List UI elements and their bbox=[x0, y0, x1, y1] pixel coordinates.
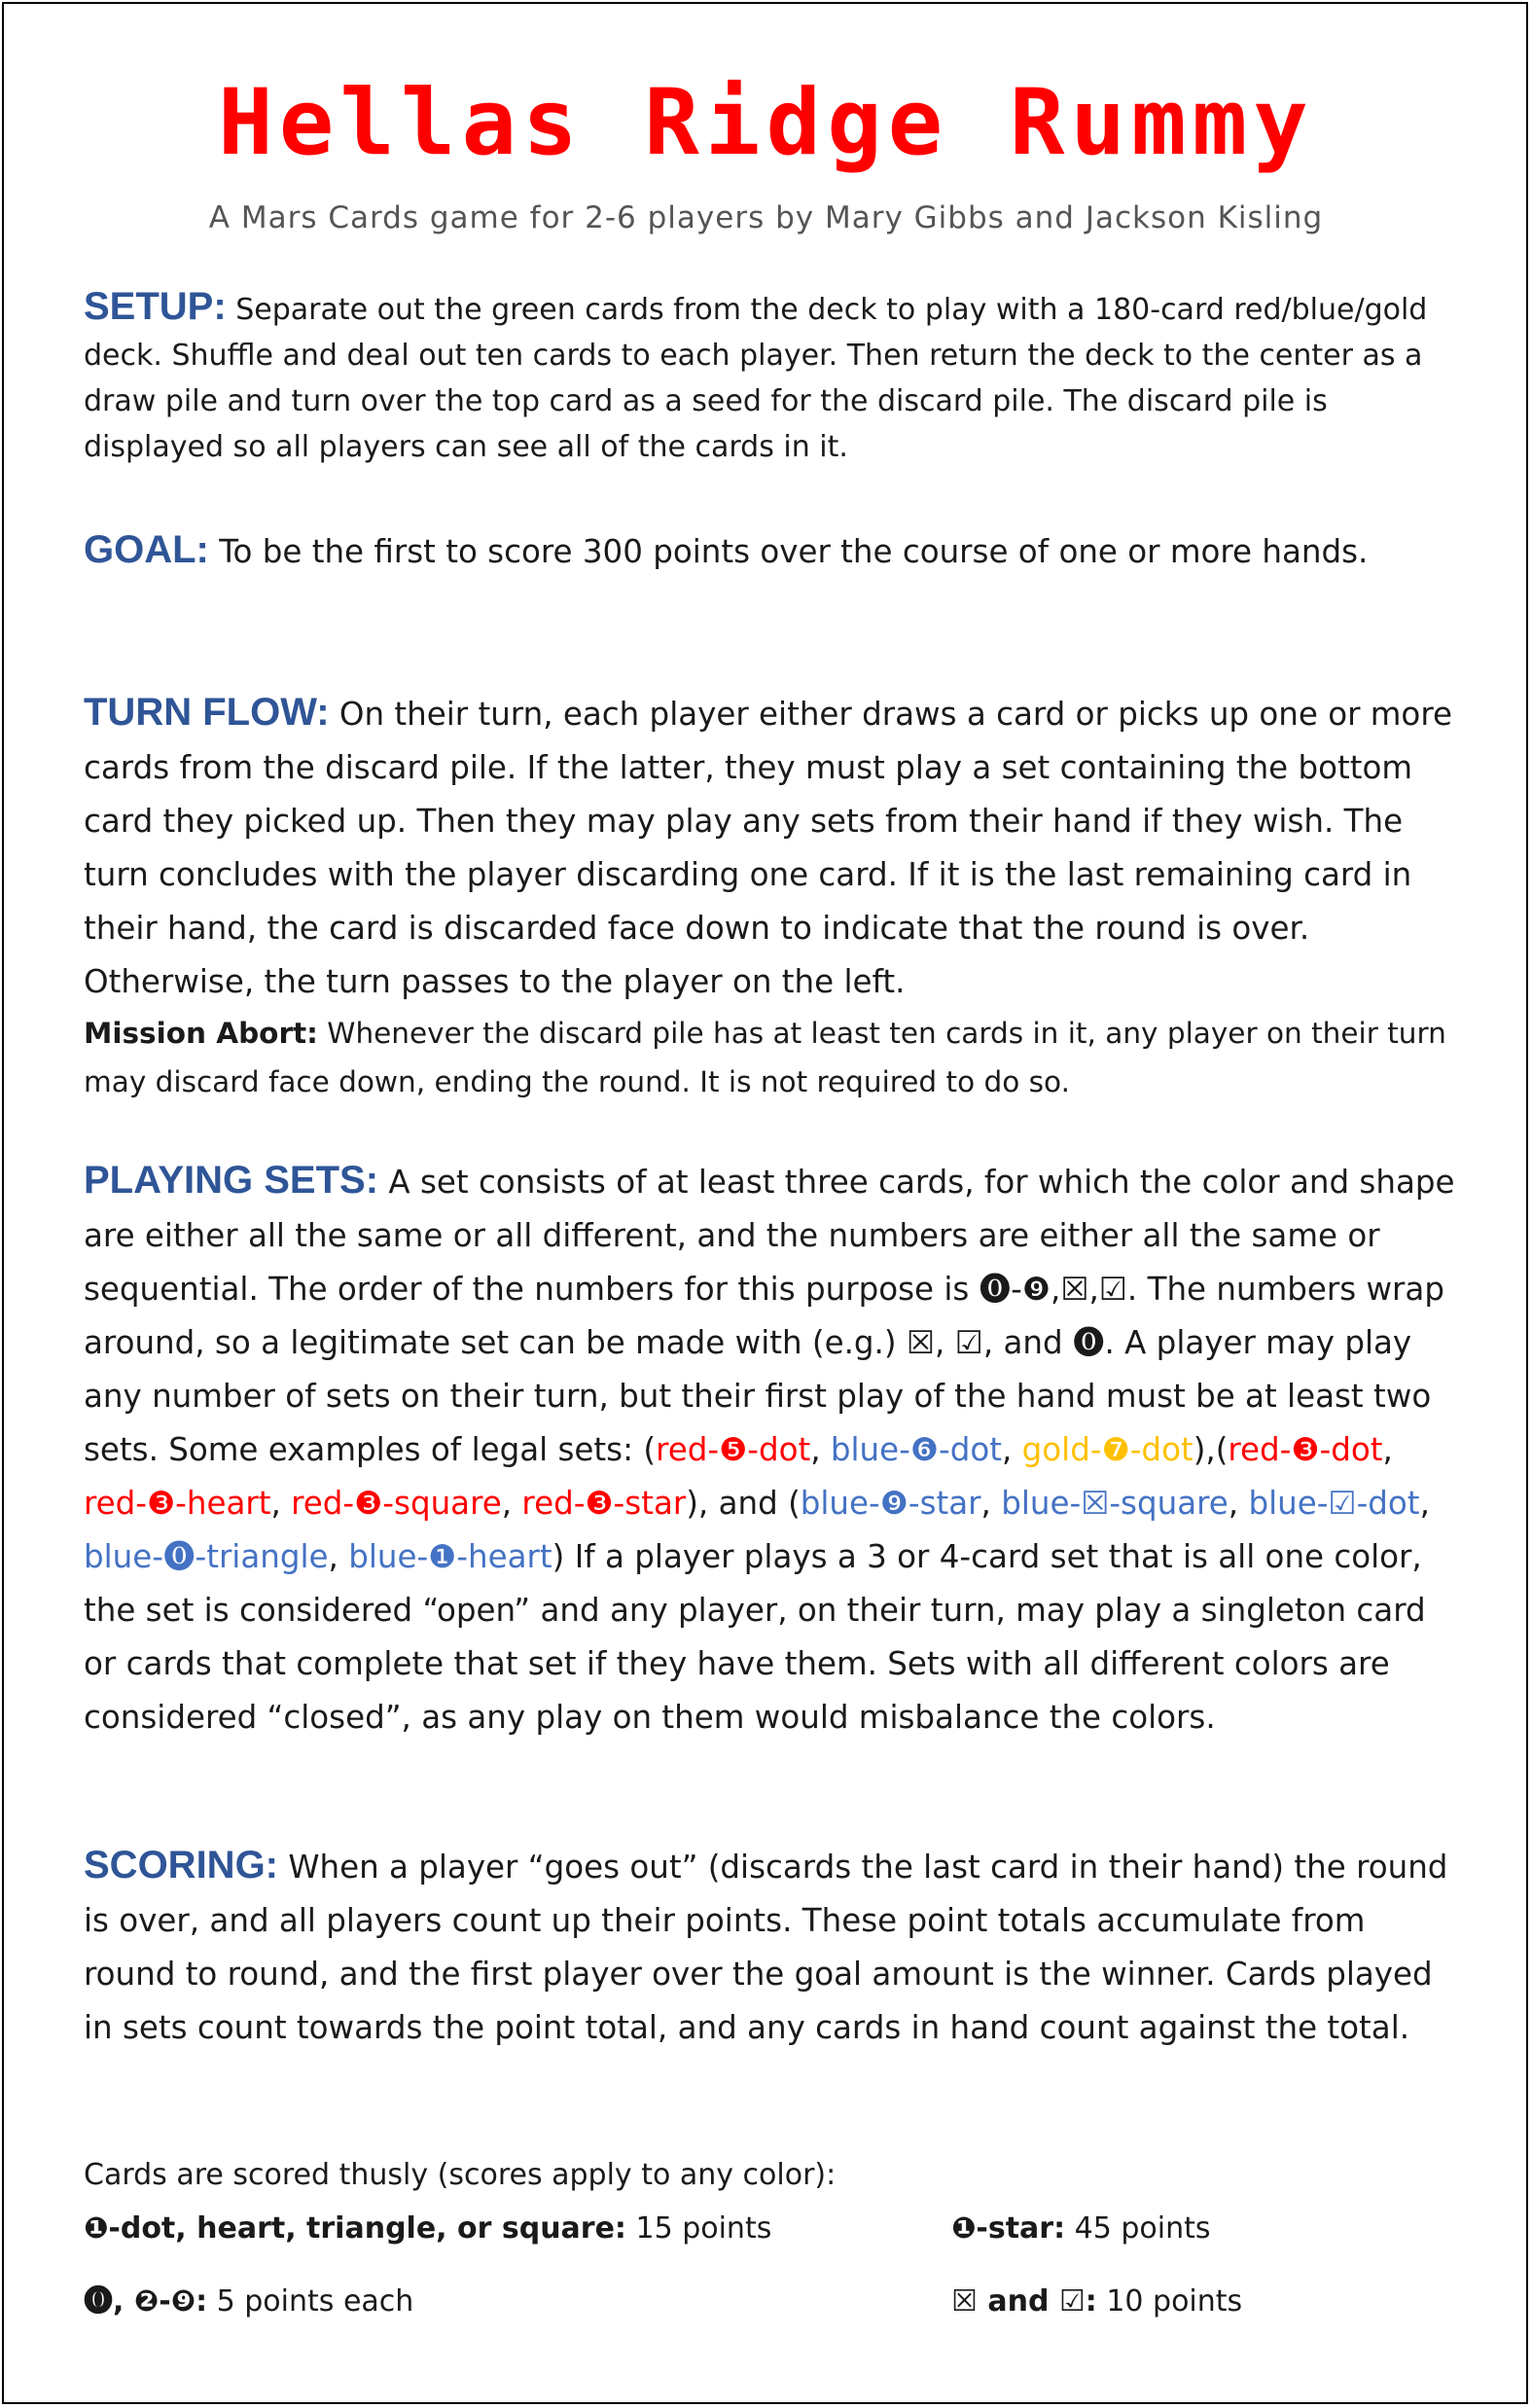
score-row bbox=[951, 2282, 1242, 2321]
example-card: gold-❼-dot bbox=[1021, 1431, 1194, 1468]
setup-section bbox=[84, 284, 1460, 470]
score-label: ☒ and ☑: bbox=[951, 2284, 1097, 2318]
page-subtitle: A Mars Cards game for 2-6 players by Mary Gibbs and Jackson Kisling bbox=[208, 200, 1324, 235]
example-card: red-❸-dot bbox=[1228, 1431, 1383, 1468]
example-card: red-❸-star bbox=[521, 1485, 687, 1522]
score-value: 45 points bbox=[1074, 2211, 1211, 2246]
goal-section bbox=[84, 523, 1460, 579]
score-label: ⓿, ❷-❾: bbox=[84, 2284, 208, 2318]
mission-abort-text: Whenever the discard pile has at least ten cards in it, any player on their turn may discard face down, ending the round. It is not required to do so. bbox=[84, 1017, 1446, 1098]
example-card: red-❺-dot bbox=[656, 1431, 811, 1468]
score-value: 10 points bbox=[1106, 2284, 1243, 2318]
example-card: blue-❾-star bbox=[800, 1485, 981, 1522]
example-card: blue-❻-dot bbox=[830, 1431, 1002, 1468]
setup-text: Separate out the green cards from the deck to play with a 180-card red/blue/gold deck. Shuffle and deal out ten cards to each player. Then return the deck to the center as a draw pile and turn over the top card as a seed for the discard pile. The discard pile is displayed so all players can see all of the cards in it. bbox=[84, 293, 1428, 464]
example-card: blue-❶-heart bbox=[348, 1538, 552, 1575]
turn-flow-section bbox=[84, 686, 1460, 1106]
example-card: blue-☑-dot bbox=[1248, 1485, 1420, 1522]
score-label: ❶-star: bbox=[951, 2211, 1066, 2246]
scoring-section bbox=[84, 1839, 1460, 2055]
playing-sets-text-1: A set consists of at least three cards, for which the color and shape are either all the same or all different, and the numbers are either all the same or sequential. The order of the numbers for this purpose is ⓿-❾,☒,☑. The numbers wrap around, so a legitimate set can be made with (e.g.) ☒, ☑, and ⓿. A player may play any number of sets on their turn, but their first play of the hand must be at least two sets. Some examples of legal sets: bbox=[84, 1164, 1455, 1468]
goal-heading: GOAL: bbox=[84, 528, 209, 571]
page-title: Hellas Ridge Rummy bbox=[218, 70, 1314, 176]
paren: ) bbox=[552, 1538, 565, 1575]
setup-heading: SETUP: bbox=[84, 285, 227, 328]
score-label: ❶-dot, heart, triangle, or square: bbox=[84, 2211, 626, 2246]
turn-flow-heading: TURN FLOW: bbox=[84, 691, 330, 734]
paren: ( bbox=[643, 1431, 657, 1468]
score-row bbox=[951, 2210, 1211, 2248]
scoring-text: When a player “goes out” (discards the last card in their hand) the round is over, and all players count up their points. These point totals accumulate from round to round, and the first player over the goal amount is the winner. Cards played in sets count towards the point total, and any cards in hand count against the total. bbox=[84, 1849, 1448, 2046]
score-row bbox=[84, 2210, 771, 2248]
paren: ), and ( bbox=[686, 1485, 801, 1522]
scoring-heading: SCORING: bbox=[84, 1844, 278, 1887]
mission-abort-rule bbox=[84, 1009, 1460, 1106]
playing-sets-text-2: If a player plays a 3 or 4-card set that is all one color, the set is considered “open” and any player, on their turn, may play a singleton card or cards that complete that set if they have them. Sets with all different colors are considered “closed”, as any play on them would misbalance the colors. bbox=[84, 1538, 1426, 1736]
paren: ),( bbox=[1193, 1431, 1229, 1468]
example-card: blue-⓿-triangle bbox=[84, 1538, 329, 1575]
mission-abort-label: Mission Abort: bbox=[84, 1017, 318, 1050]
example-card: red-❸-square bbox=[291, 1485, 502, 1522]
playing-sets-section: PLAYING SETS: A set consists of at least three cards, for which the color and shape are either all the same or all different, and the numbers are either all the same or sequential. The order of the numbers for this purpose is ⓿-❾,☒,☑. The numbers wrap around, so a legitimate set can be made with (e.g.) ☒, ☑, and ⓿. A player may play any number of sets on their turn, but their first play of the hand must be at least two sets. Some examples of legal sets: (red-❺-dot, blue-❻-dot, gold-❼-dot),(red-❸-dot, red-❸-heart, red-❸-square, red-❸-star), and (blue-❾-star, blue-☒-square, blue-☑-dot, blue-⓿-triangle, blue-❶-heart) If a player plays a 3 or 4-card set that is all one color, the set is considered “open” and any player, on their turn, may play a singleton card or cards that complete that set if they have them. Sets with all different colors are considered “closed”, as any play on them would misbalance the colors. bbox=[84, 1159, 1455, 1736]
goal-text: To be the first to score 300 points over the course of one or more hands. bbox=[219, 533, 1369, 570]
scoring-intro: Cards are scored thusly (scores apply to any color): bbox=[84, 2158, 837, 2192]
score-value: 5 points each bbox=[216, 2284, 414, 2318]
score-value: 15 points bbox=[635, 2211, 772, 2246]
playing-sets-heading: PLAYING SETS: bbox=[84, 1159, 379, 1202]
score-row bbox=[84, 2282, 413, 2321]
example-card: red-❸-heart bbox=[84, 1485, 271, 1522]
example-card: blue-☒-square bbox=[1001, 1485, 1229, 1522]
turn-flow-text: On their turn, each player either draws a card or picks up one or more cards from the discard pile. If the latter, they must play a set containing the bottom card they picked up. Then they may play any sets from their hand if they wish. The turn concludes with the player discarding one card. If it is the last remaining card in their hand, the card is discarded face down to indicate that the round is over. Otherwise, the turn passes to the player on the left. bbox=[84, 696, 1452, 1000]
